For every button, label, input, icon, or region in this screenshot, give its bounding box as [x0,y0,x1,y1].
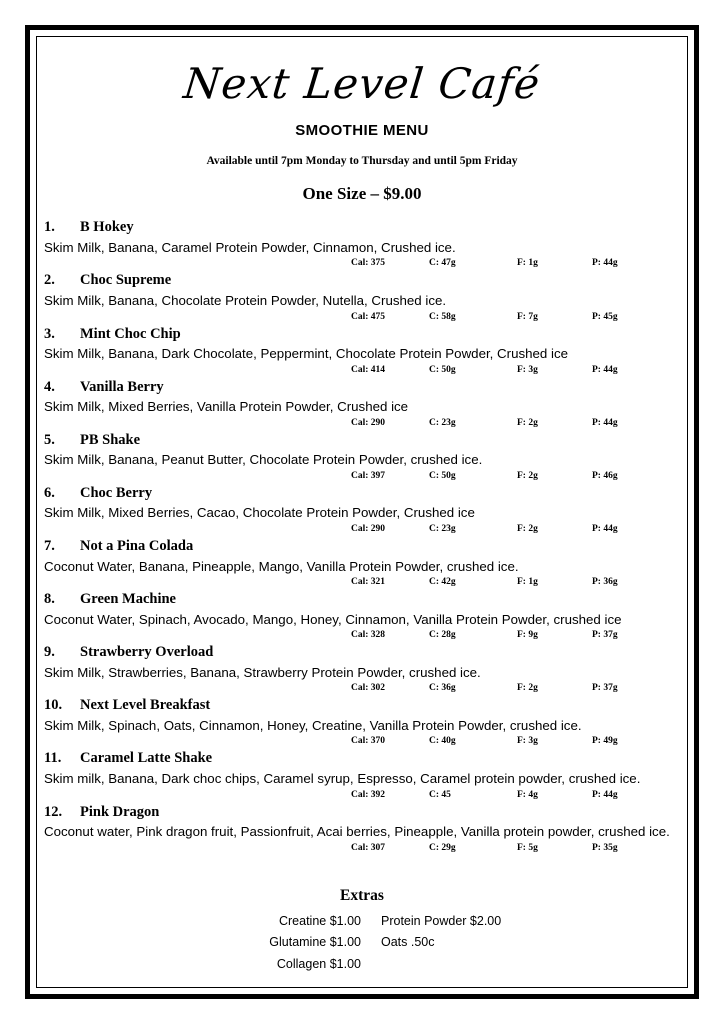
item-macros [44,577,680,587]
macro-fat: F: 1g [517,258,538,269]
macro-protein: P: 37g [592,683,618,694]
item-macros [44,683,680,693]
list-item [44,590,680,640]
item-number: 4. [44,378,55,395]
extras-item-creatine: Creatine $1.00 [278,913,361,928]
macro-fat: F: 2g [517,523,538,534]
size-price: One Size – $9.00 [302,184,422,204]
list-item [44,218,680,268]
item-number: 12. [44,803,63,820]
extras-item-empty [381,954,511,976]
item-number: 8. [44,591,55,608]
macro-protein: P: 44g [592,417,618,428]
macro-protein: P: 35g [592,842,618,853]
macro-calories: Cal: 290 [351,417,386,428]
item-name: B Hokey [80,219,134,236]
item-description: Skim Milk, Spinach, Oats, Cinnamon, Honey, Creatine, Vanilla Protein Powder, crushed ice. [44,717,582,733]
extras-list [213,911,511,976]
item-macros [44,524,680,534]
macro-calories: Cal: 307 [351,842,386,853]
item-heading [44,749,680,769]
item-number: 6. [44,484,55,501]
item-name: Not a Pina Colada [80,537,194,554]
macro-protein: P: 46g [592,470,618,481]
macro-fat: F: 1g [517,577,538,588]
item-macros [44,630,680,640]
macro-carbs: C: 40g [429,736,456,747]
item-name: Next Level Breakfast [80,697,211,714]
macro-calories: Cal: 370 [351,736,386,747]
item-heading [44,325,680,345]
extras-row [213,932,511,954]
menu-title: SMOOTHIE MENU [295,122,429,140]
item-description: Skim Milk, Banana, Peanut Butter, Chocolate Protein Powder, crushed ice. [44,452,483,468]
list-item [44,749,680,799]
macro-fat: F: 2g [517,683,538,694]
extras-item-collagen: Collagen $1.00 [276,956,361,971]
item-description: Skim Milk, Mixed Berries, Cacao, Chocolate Protein Powder, Crushed ice [44,505,475,521]
item-name: Vanilla Berry [80,378,164,395]
item-description: Skim Milk, Banana, Chocolate Protein Powder, Nutella, Crushed ice. [44,292,447,308]
macro-calories: Cal: 397 [351,470,386,481]
item-description: Skim milk, Banana, Dark choc chips, Caramel syrup, Espresso, Caramel protein powder, crushed ice. [44,770,641,786]
extras-item-protein-powder: Protein Powder $2.00 [381,913,502,928]
list-item [44,696,680,746]
macro-fat: F: 2g [517,470,538,481]
item-heading [44,803,680,823]
smoothie-list [44,218,680,852]
item-number: 1. [44,219,55,236]
macro-carbs: C: 50g [429,470,456,481]
macro-fat: F: 7g [517,311,538,322]
macro-protein: P: 44g [592,258,618,269]
item-number: 5. [44,431,55,448]
macro-fat: F: 2g [517,417,538,428]
item-description: Coconut water, Pink dragon fruit, Passionfruit, Acai berries, Pineapple, Vanilla protein powder, crushed ice. [44,824,670,840]
item-heading [44,484,680,504]
extras-item-oats: Oats .50c [381,935,435,950]
item-name: Choc Berry [80,484,153,501]
item-number: 9. [44,644,55,661]
macro-calories: Cal: 302 [351,683,386,694]
item-description: Skim Milk, Banana, Caramel Protein Powder, Cinnamon, Crushed ice. [44,239,456,255]
macro-carbs: C: 29g [429,842,456,853]
list-item [44,271,680,321]
extras-row [213,954,511,976]
item-description: Skim Milk, Banana, Dark Chocolate, Peppermint, Chocolate Protein Powder, Crushed ice [44,346,568,362]
list-item [44,643,680,693]
macro-protein: P: 37g [592,630,618,641]
macro-fat: F: 9g [517,630,538,641]
extras-section [44,887,680,976]
macro-carbs: C: 42g [429,577,456,588]
macro-calories: Cal: 414 [351,364,386,375]
macro-calories: Cal: 321 [351,577,386,588]
macro-calories: Cal: 328 [351,630,386,641]
macro-carbs: C: 36g [429,683,456,694]
macro-protein: P: 44g [592,364,618,375]
item-name: Mint Choc Chip [80,325,181,342]
item-heading [44,537,680,557]
item-description: Coconut Water, Banana, Pineapple, Mango, Vanilla Protein Powder, crushed ice. [44,558,519,574]
item-name: Caramel Latte Shake [80,750,213,767]
extras-item-glutamine: Glutamine $1.00 [269,935,361,950]
extras-row [213,911,511,933]
item-name: Pink Dragon [80,803,160,820]
item-macros [44,471,680,481]
macro-protein: P: 44g [592,789,618,800]
item-name: Strawberry Overload [80,644,214,661]
item-macros [44,312,680,322]
item-description: Skim Milk, Strawberries, Banana, Strawberry Protein Powder, crushed ice. [44,664,481,680]
item-name: Choc Supreme [80,272,172,289]
extras-title: Extras [340,886,384,904]
item-description: Coconut Water, Spinach, Avocado, Mango, Honey, Cinnamon, Vanilla Protein Powder, crushed ice [44,611,622,627]
list-item [44,378,680,428]
macro-carbs: C: 47g [429,258,456,269]
item-macros [44,365,680,375]
item-macros [44,843,680,853]
macro-carbs: C: 23g [429,417,456,428]
macro-calories: Cal: 375 [351,258,386,269]
item-number: 2. [44,272,55,289]
item-heading [44,590,680,610]
item-name: PB Shake [80,431,141,448]
item-number: 7. [44,537,55,554]
list-item [44,803,680,853]
macro-carbs: C: 50g [429,364,456,375]
list-item [44,537,680,587]
macro-protein: P: 36g [592,577,618,588]
macro-calories: Cal: 392 [351,789,386,800]
availability-note: Available until 7pm Monday to Thursday and until 5pm Friday [206,155,518,168]
item-number: 10. [44,697,63,714]
item-macros [44,790,680,800]
item-heading [44,218,680,238]
list-item [44,325,680,375]
macro-fat: F: 5g [517,842,538,853]
item-heading [44,271,680,291]
macro-calories: Cal: 475 [351,311,386,322]
item-heading [44,696,680,716]
macro-protein: P: 44g [592,523,618,534]
list-item [44,484,680,534]
item-macros [44,736,680,746]
item-description: Skim Milk, Mixed Berries, Vanilla Protein Powder, Crushed ice [44,399,409,415]
item-number: 3. [44,325,55,342]
macro-carbs: C: 58g [429,311,456,322]
macro-protein: P: 45g [592,311,618,322]
macro-carbs: C: 28g [429,630,456,641]
macro-fat: F: 3g [517,364,538,375]
item-macros [44,418,680,428]
item-heading [44,643,680,663]
macro-calories: Cal: 290 [351,523,386,534]
macro-carbs: C: 23g [429,523,456,534]
item-macros [44,258,680,268]
macro-fat: F: 3g [517,736,538,747]
item-name: Green Machine [80,591,176,608]
macro-carbs: C: 45 [429,789,451,800]
macro-protein: P: 49g [592,736,618,747]
item-number: 11. [44,750,62,767]
list-item [44,431,680,481]
macro-fat: F: 4g [517,789,538,800]
menu-content [44,42,680,982]
item-heading [44,431,680,451]
cafe-brand-title: Next Level Café [181,59,543,108]
item-heading [44,378,680,398]
